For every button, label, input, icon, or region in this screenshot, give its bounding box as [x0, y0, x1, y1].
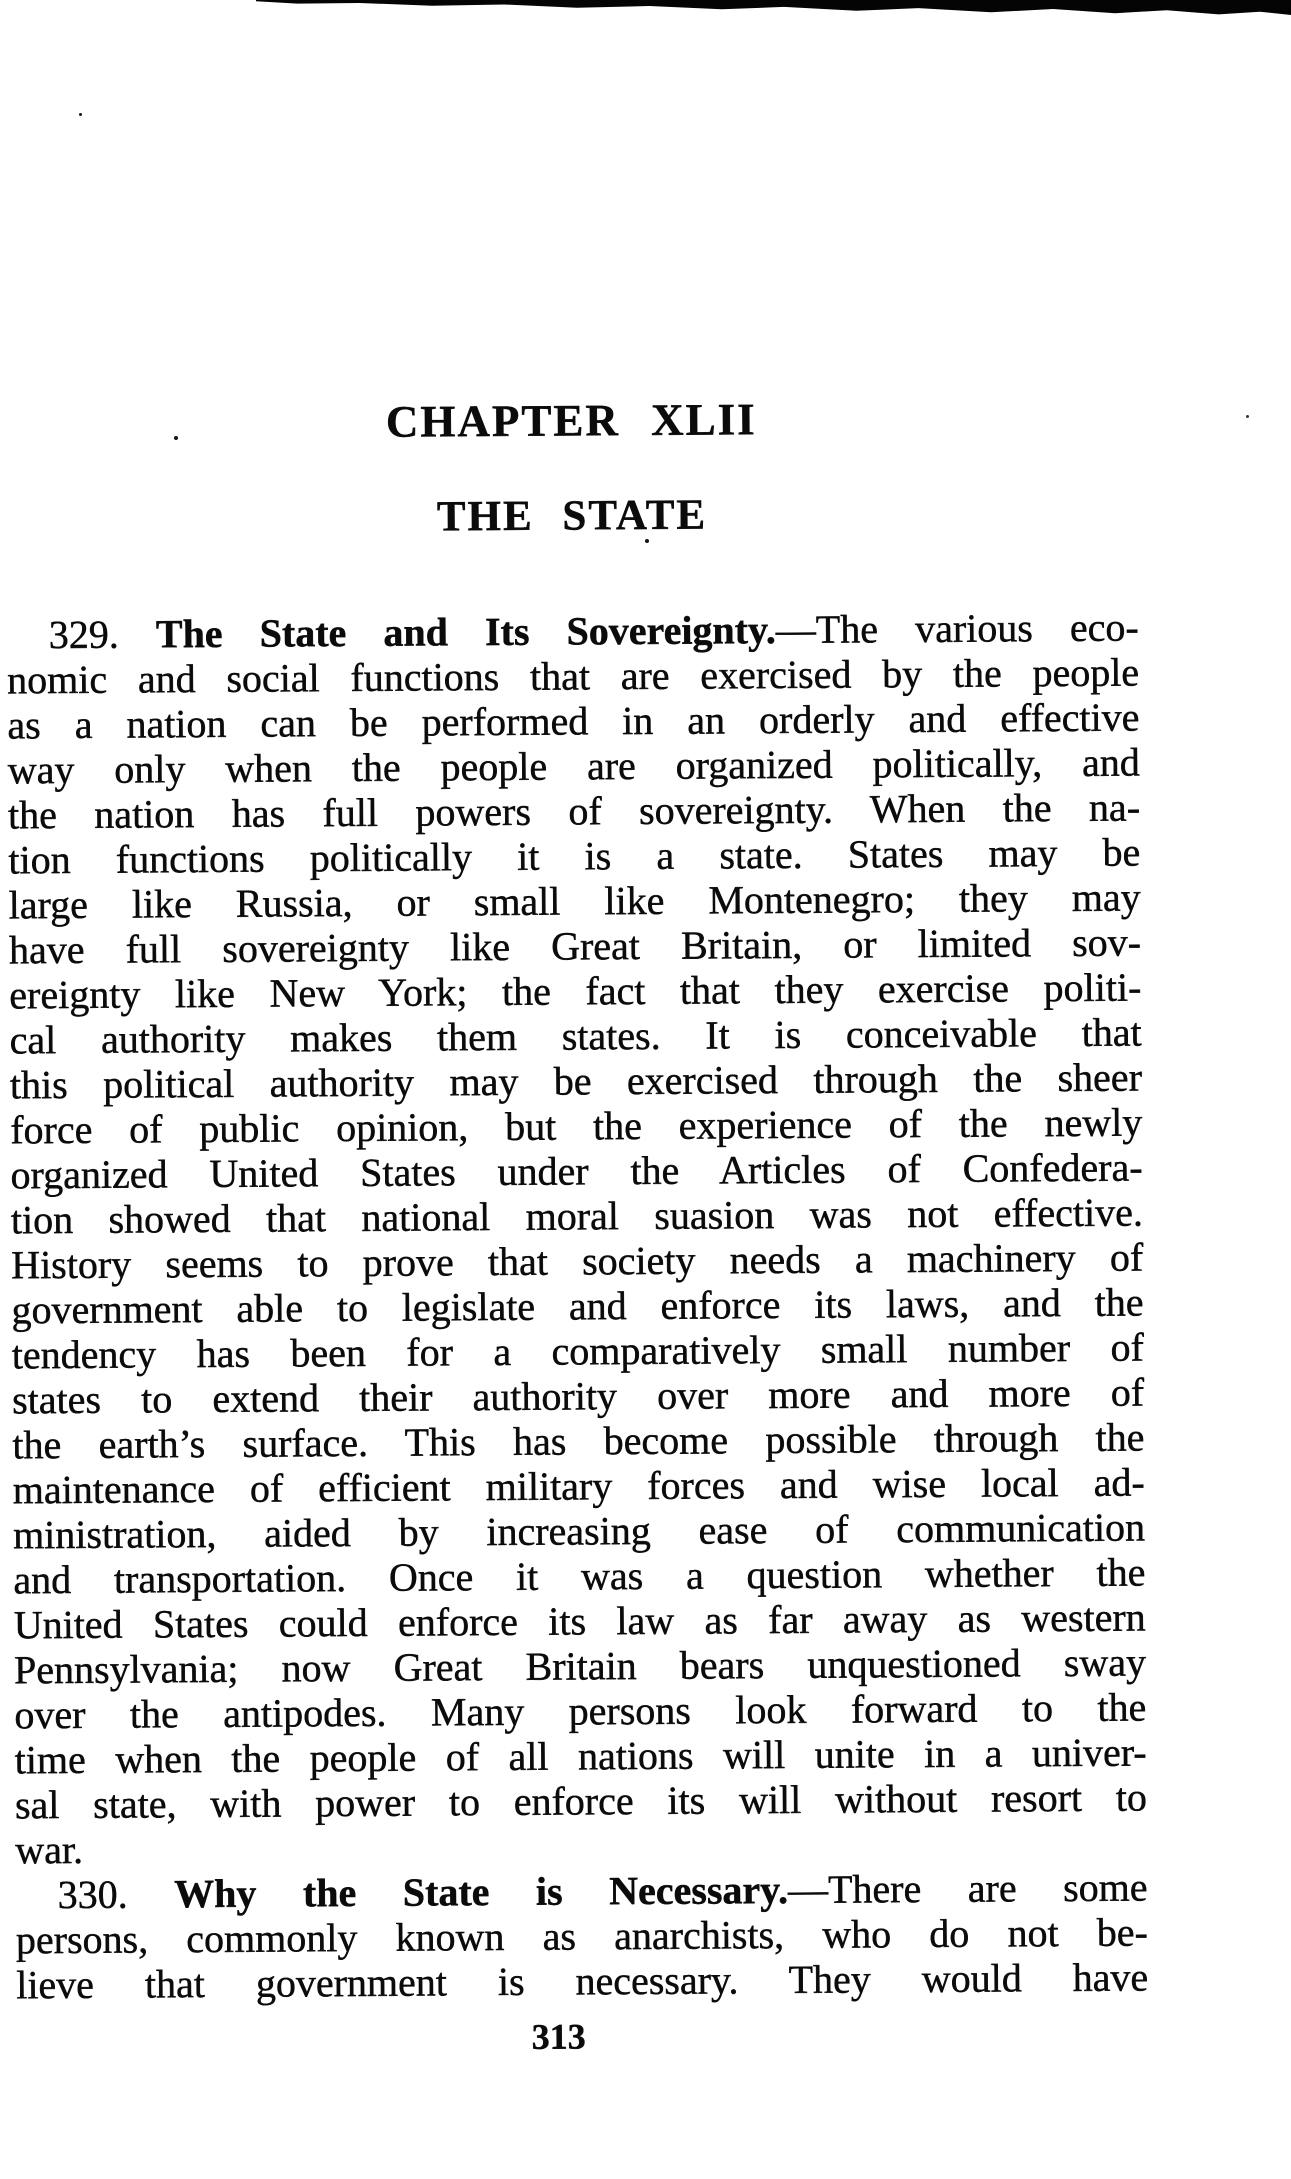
section-heading: Why the State is Necessary. — [173, 1867, 789, 1917]
text-line: sal state, with power to enforce its will without resort to — [14, 1774, 1148, 1828]
text-line: government able to legislate and enforce its laws, and the — [11, 1279, 1144, 1333]
text-line: force of public opinion, but the experience of the newly — [10, 1099, 1143, 1153]
text-line: have full sovereignty like Great Britain, or limited sov- — [8, 919, 1142, 973]
text-line: tion functions politically it is a state. States may be — [8, 829, 1141, 883]
text-line: cal authority makes them states. It is conceivable that — [9, 1009, 1142, 1063]
text-line: and transportation. Once it was a question whether the — [13, 1549, 1146, 1603]
lead-text: —The various eco- — [775, 604, 1139, 653]
text-line: Pennsylvania; now Great Britain bears unquestioned sway — [13, 1639, 1147, 1693]
section-number: 329. — [48, 611, 119, 658]
page-number: 313 — [531, 2016, 586, 2057]
section-heading: The State and Its Sovereignty. — [155, 607, 776, 657]
body-text — [7, 605, 1149, 2008]
paragraph-lead-line — [7, 605, 1139, 658]
lead-text: —There are some — [787, 1864, 1148, 1913]
text-line: way only when the people are organized politically, and — [7, 739, 1140, 793]
text-line: this political authority may be exercised through the sheer — [9, 1054, 1143, 1108]
text-line: United States could enforce its law as far away as western — [13, 1594, 1146, 1648]
text-line: the earth’s surface. This has become possible through the — [12, 1414, 1145, 1468]
text-line: tion showed that national moral suasion was not effective. — [10, 1189, 1144, 1243]
text-line: tendency has been for a comparatively small number of — [11, 1324, 1144, 1378]
text-line: large like Russia, or small like Montenegro; they may — [8, 874, 1141, 928]
text-line: the nation has full powers of sovereignty. When the na- — [7, 784, 1141, 838]
text-line: lieve that government is necessary. They would have — [16, 1954, 1149, 2008]
text-line: war. — [15, 1826, 84, 1873]
text-line: persons, commonly known as anarchists, who do not be- — [15, 1909, 1149, 1963]
text-line: ereignty like New York; the fact that they exercise politi- — [9, 964, 1142, 1018]
chapter-heading: CHAPTER XLII — [385, 394, 757, 447]
paragraph-lead-line — [15, 1865, 1147, 1918]
text-line: nomic and social functions that are exercised by the people — [6, 649, 1140, 703]
page-title: THE STATE — [436, 491, 708, 541]
text-line: as a nation can be performed in an orderly and effective — [7, 694, 1140, 748]
text-line: time when the people of all nations will unite in a univer- — [14, 1729, 1147, 1783]
text-line: organized United States under the Articles of Confedera- — [10, 1144, 1143, 1198]
text-line: states to extend their authority over more and more of — [11, 1369, 1145, 1423]
section-number: 330. — [57, 1871, 128, 1918]
text-line: over the antipodes. Many persons look forward to the — [14, 1684, 1147, 1738]
text-line: maintenance of efficient military forces and wise local ad- — [12, 1459, 1145, 1513]
text-line: ministration, aided by increasing ease of communication — [12, 1504, 1146, 1558]
text-line: History seems to prove that society needs a machinery of — [11, 1234, 1144, 1288]
